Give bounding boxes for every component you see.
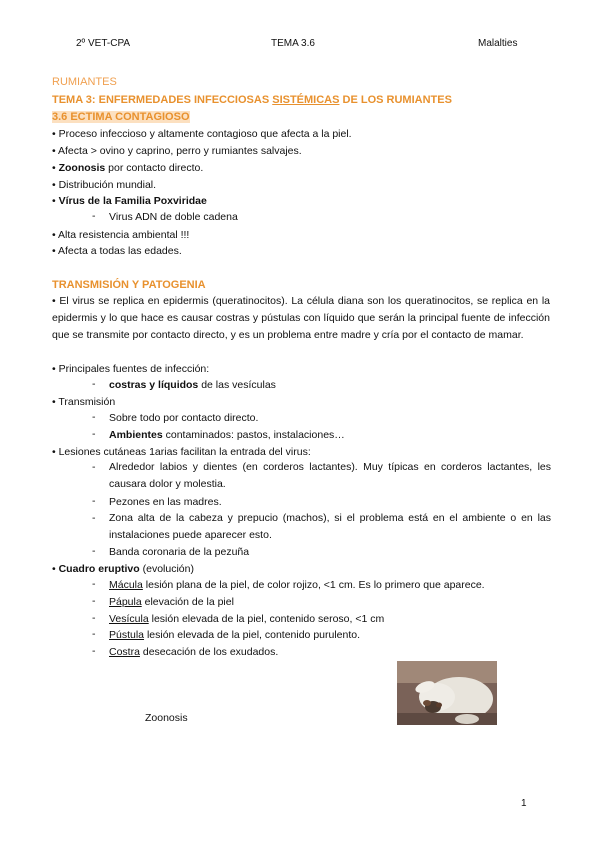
dash-marker: - bbox=[92, 512, 96, 524]
sub-item: Pústula lesión elevada de la piel, contenido purulento. bbox=[109, 629, 361, 641]
dash-marker: - bbox=[92, 595, 96, 607]
paragraph: • El virus se replica en epidermis (queratinocitos). La célula diana son los queratinocitos, se replica en la epidermis y lo que hace es causar costras y pústulas con líquido que serán la principal fuente de infección que se transmite por contacto directo, y es un problema entre madre y cría por el contacto de mamar. bbox=[52, 295, 550, 341]
bullet-item: • Distribución mundial. bbox=[52, 179, 157, 191]
subtitle: 3.6 ECTIMA CONTAGIOSO bbox=[52, 111, 190, 123]
dash-marker: - bbox=[92, 545, 96, 557]
dash-marker: - bbox=[92, 210, 96, 222]
sub-item: Banda coronaria de la pezuña bbox=[109, 546, 250, 558]
bullet-item: • Principales fuentes de infección: bbox=[52, 363, 210, 375]
section-title: TRANSMISIÓN Y PATOGENIA bbox=[52, 279, 206, 291]
dash-marker: - bbox=[92, 411, 96, 423]
sub-item: costras y líquidos de las vesículas bbox=[109, 379, 276, 391]
dash-marker: - bbox=[92, 495, 96, 507]
dash-marker: - bbox=[92, 628, 96, 640]
bullet-item: • Vírus de la Familia Poxviridae bbox=[52, 195, 207, 207]
sub-item: Costra desecación de los exudados. bbox=[109, 646, 279, 658]
page-title: TEMA 3: ENFERMEDADES INFECCIOSAS SISTÉMICAS DE LOS RUMIANTES bbox=[52, 94, 452, 106]
dash-marker: - bbox=[92, 612, 96, 624]
image-caption: Zoonosis bbox=[145, 712, 188, 724]
sub-item: Pápula elevación de la piel bbox=[109, 596, 234, 608]
dash-marker: - bbox=[92, 645, 96, 657]
bullet-item: • Transmisión bbox=[52, 396, 116, 408]
bullet-item: • Lesiones cutáneas 1arias facilitan la entrada del virus: bbox=[52, 446, 311, 458]
bullet-item: • Zoonosis por contacto directo. bbox=[52, 162, 204, 174]
bullet-item: • Cuadro eruptivo (evolución) bbox=[52, 563, 194, 575]
section-label: RUMIANTES bbox=[52, 76, 117, 88]
sub-item: Ambientes contaminados: pastos, instalaciones… bbox=[109, 429, 345, 441]
sub-item: Virus ADN de doble cadena bbox=[109, 211, 238, 223]
lamb-photo bbox=[397, 661, 497, 725]
sub-item: Vesícula lesión elevada de la piel, contenido seroso, <1 cm bbox=[109, 613, 385, 625]
sub-item: Alrededor labios y dientes (en corderos lactantes). Muy típicas en corderos lactantes, les causara dolor y molestia. bbox=[109, 461, 551, 490]
dash-marker: - bbox=[92, 461, 96, 473]
header-topic: TEMA 3.6 bbox=[271, 38, 315, 49]
sub-item: Pezones en las madres. bbox=[109, 496, 222, 508]
bullet-item: • Afecta a todas las edades. bbox=[52, 245, 182, 257]
dash-marker: - bbox=[92, 428, 96, 440]
bullet-item: • Alta resistencia ambiental !!! bbox=[52, 229, 190, 241]
sub-item: Mácula lesión plana de la piel, de color rojizo, <1 cm. Es lo primero que aparece. bbox=[109, 579, 485, 591]
bullet-item: • Proceso infeccioso y altamente contagioso que afecta a la piel. bbox=[52, 128, 352, 140]
sub-item: Zona alta de la cabeza y prepucio (machos), si el problema está en el ambiente o en las instalaciones puede aparecer esto. bbox=[109, 512, 551, 541]
bullet-item: • Afecta > ovino y caprino, perro y rumiantes salvajes. bbox=[52, 145, 302, 157]
header-course: 2º VET-CPA bbox=[76, 38, 131, 49]
dash-marker: - bbox=[92, 578, 96, 590]
dash-marker: - bbox=[92, 378, 96, 390]
page-number: 1 bbox=[521, 798, 527, 809]
header-subject: Malalties bbox=[478, 38, 518, 49]
sub-item: Sobre todo por contacto directo. bbox=[109, 412, 259, 424]
